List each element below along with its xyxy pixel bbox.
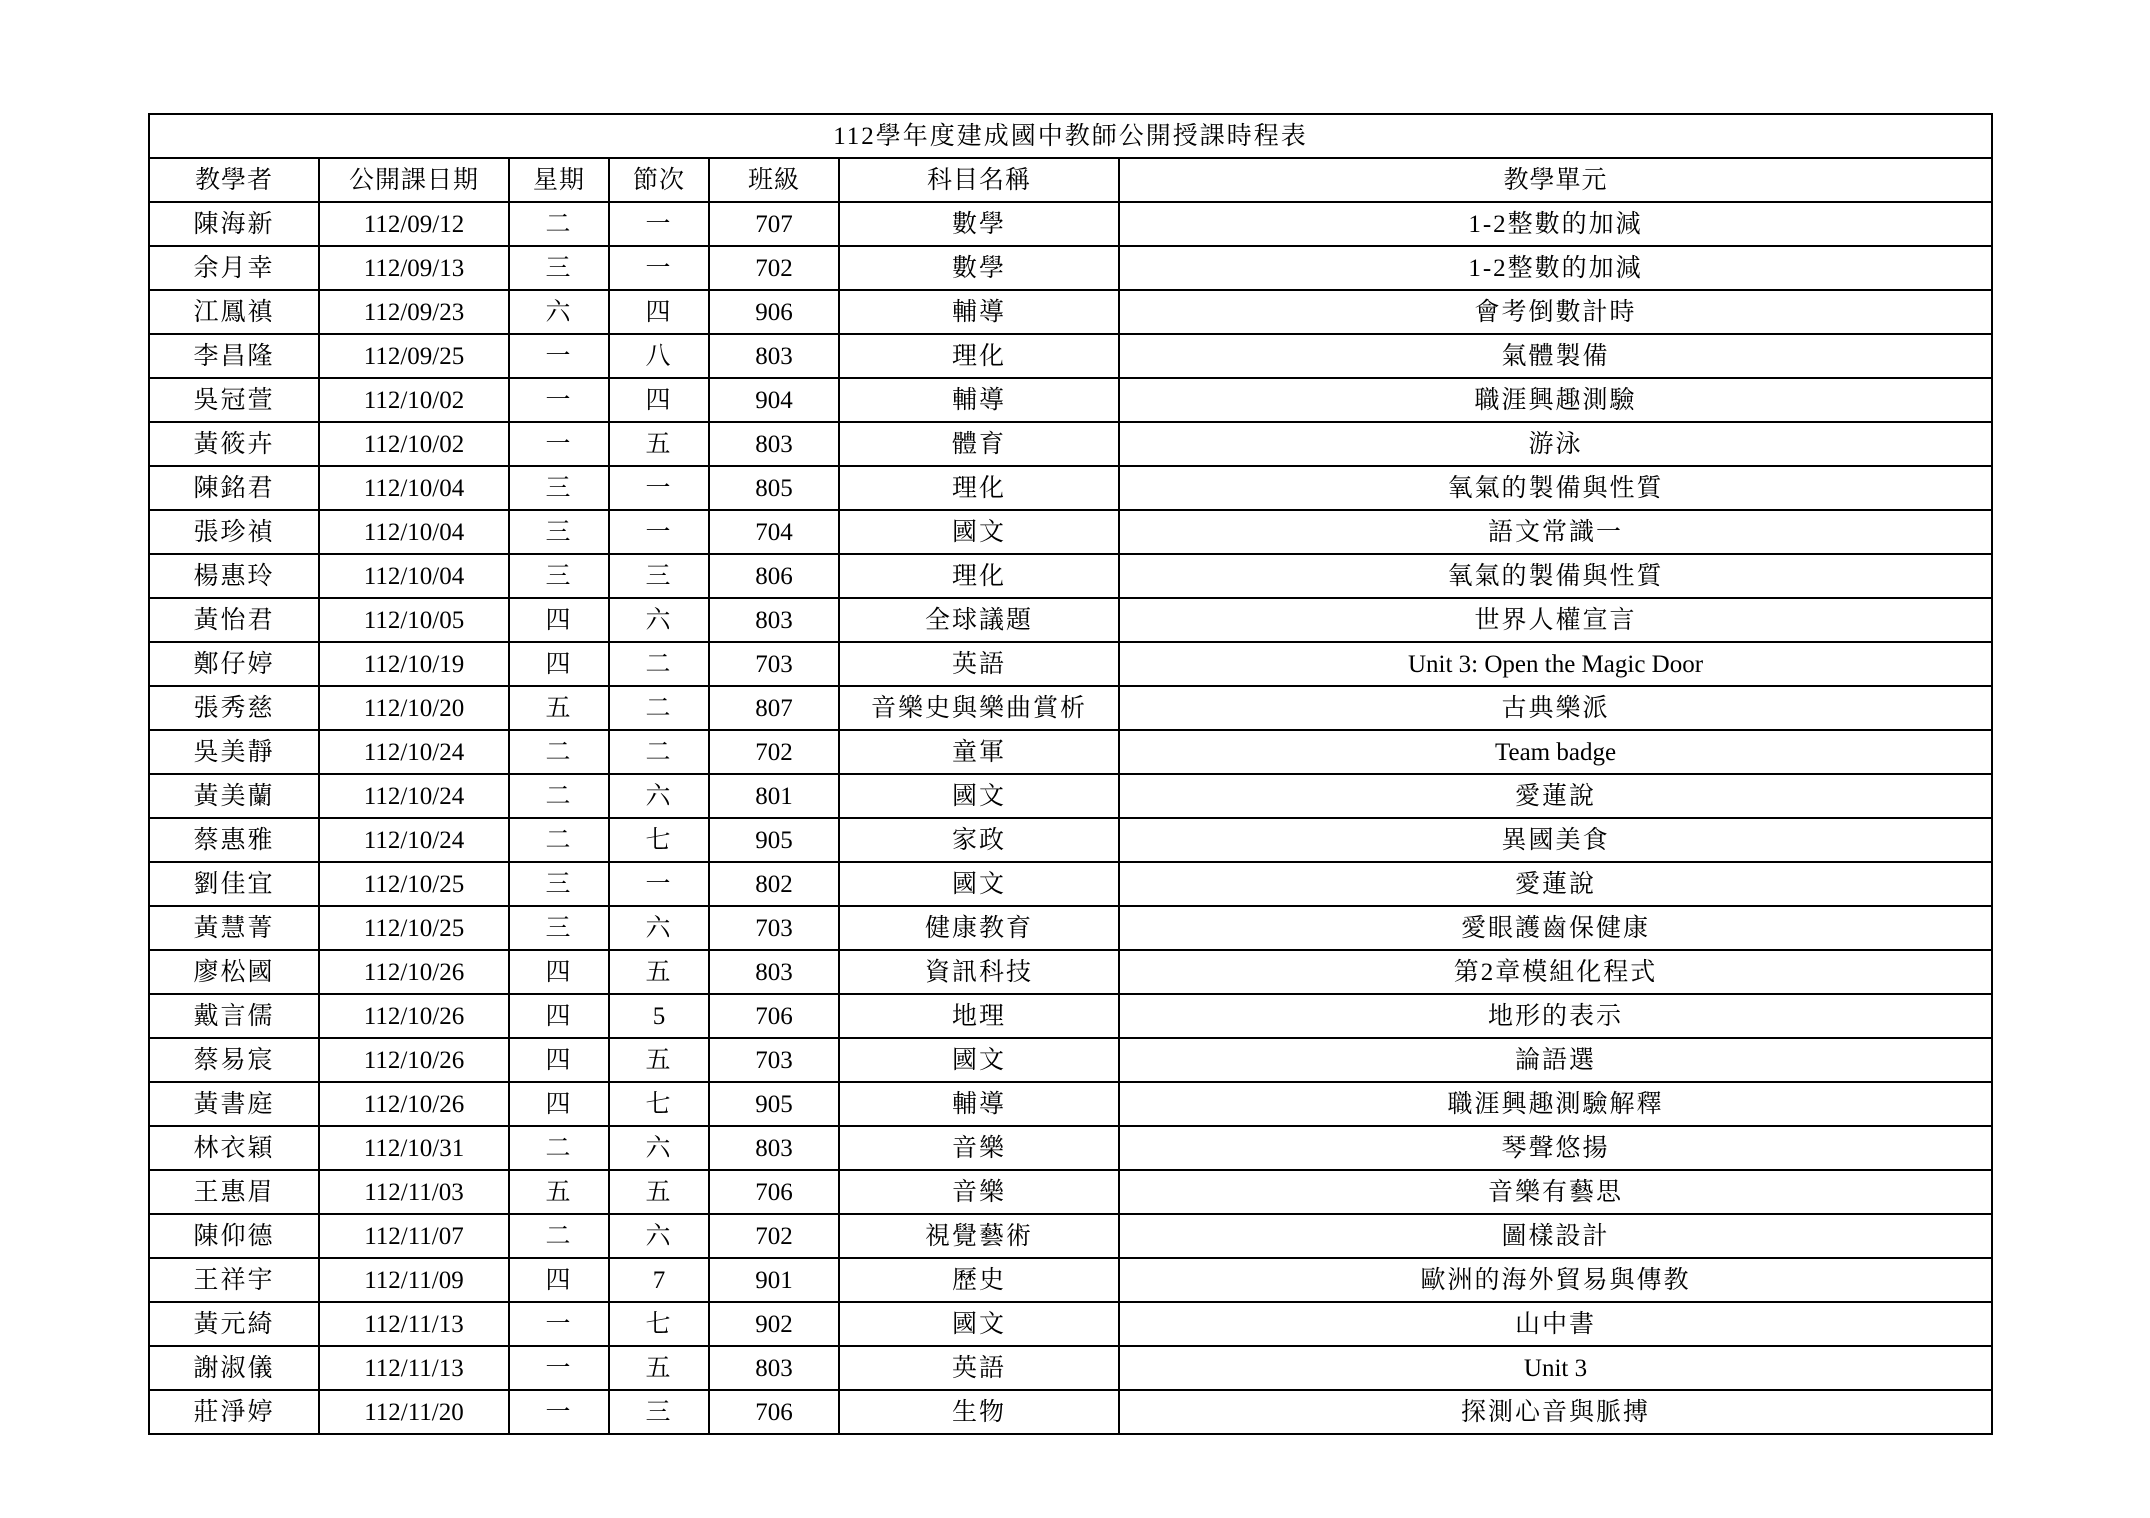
table-row <box>149 598 1992 642</box>
cell-period: 7 <box>609 1258 709 1302</box>
document-title: 112學年度建成國中教師公開授課時程表 <box>149 114 1992 158</box>
cell-unit: 世界人權宣言 <box>1119 598 1992 642</box>
cell-unit: 氧氣的製備與性質 <box>1119 554 1992 598</box>
cell-class: 702 <box>709 1214 839 1258</box>
cell-weekday: 五 <box>509 1170 609 1214</box>
column-header-weekday: 星期 <box>509 158 609 202</box>
cell-unit: 語文常識一 <box>1119 510 1992 554</box>
cell-subject: 輔導 <box>839 290 1119 334</box>
table-title-row <box>149 114 1992 158</box>
cell-date: 112/09/12 <box>319 202 509 246</box>
cell-teacher: 吳美靜 <box>149 730 319 774</box>
cell-class: 805 <box>709 466 839 510</box>
cell-class: 706 <box>709 1170 839 1214</box>
cell-weekday: 四 <box>509 1082 609 1126</box>
table-row <box>149 1346 1992 1390</box>
cell-weekday: 三 <box>509 246 609 290</box>
cell-subject: 英語 <box>839 642 1119 686</box>
cell-weekday: 二 <box>509 730 609 774</box>
cell-date: 112/10/25 <box>319 862 509 906</box>
cell-date: 112/10/26 <box>319 1082 509 1126</box>
cell-date: 112/10/25 <box>319 906 509 950</box>
table-row <box>149 862 1992 906</box>
cell-subject: 童軍 <box>839 730 1119 774</box>
cell-unit: 1-2整數的加減 <box>1119 246 1992 290</box>
cell-subject: 數學 <box>839 246 1119 290</box>
cell-period: 六 <box>609 1126 709 1170</box>
cell-date: 112/11/13 <box>319 1302 509 1346</box>
table-row <box>149 774 1992 818</box>
cell-weekday: 六 <box>509 290 609 334</box>
cell-class: 803 <box>709 1126 839 1170</box>
table-row <box>149 510 1992 554</box>
cell-weekday: 三 <box>509 466 609 510</box>
cell-weekday: 四 <box>509 642 609 686</box>
cell-class: 803 <box>709 334 839 378</box>
column-header-period: 節次 <box>609 158 709 202</box>
cell-weekday: 四 <box>509 1038 609 1082</box>
cell-subject: 理化 <box>839 554 1119 598</box>
cell-unit: 歐洲的海外貿易與傳教 <box>1119 1258 1992 1302</box>
cell-date: 112/10/20 <box>319 686 509 730</box>
cell-subject: 理化 <box>839 334 1119 378</box>
cell-class: 803 <box>709 422 839 466</box>
cell-subject: 輔導 <box>839 1082 1119 1126</box>
cell-teacher: 鄭仔婷 <box>149 642 319 686</box>
cell-date: 112/09/25 <box>319 334 509 378</box>
cell-unit: 地形的表示 <box>1119 994 1992 1038</box>
column-header-class: 班級 <box>709 158 839 202</box>
cell-unit: 山中書 <box>1119 1302 1992 1346</box>
cell-teacher: 林衣穎 <box>149 1126 319 1170</box>
cell-class: 906 <box>709 290 839 334</box>
cell-period: 七 <box>609 818 709 862</box>
cell-class: 704 <box>709 510 839 554</box>
cell-class: 803 <box>709 598 839 642</box>
table-row <box>149 1258 1992 1302</box>
schedule-table-container <box>148 113 1991 1435</box>
cell-date: 112/10/26 <box>319 950 509 994</box>
cell-period: 四 <box>609 290 709 334</box>
cell-unit: 氣體製備 <box>1119 334 1992 378</box>
table-row <box>149 1126 1992 1170</box>
cell-date: 112/10/04 <box>319 510 509 554</box>
cell-date: 112/11/20 <box>319 1390 509 1434</box>
cell-weekday: 二 <box>509 1214 609 1258</box>
cell-unit: 職涯興趣測驗解釋 <box>1119 1082 1992 1126</box>
cell-class: 901 <box>709 1258 839 1302</box>
cell-teacher: 黃慧菁 <box>149 906 319 950</box>
cell-date: 112/10/19 <box>319 642 509 686</box>
cell-date: 112/10/04 <box>319 554 509 598</box>
cell-period: 二 <box>609 686 709 730</box>
cell-teacher: 蔡易宸 <box>149 1038 319 1082</box>
table-row <box>149 334 1992 378</box>
cell-weekday: 三 <box>509 906 609 950</box>
cell-unit: 游泳 <box>1119 422 1992 466</box>
cell-unit: 琴聲悠揚 <box>1119 1126 1992 1170</box>
cell-date: 112/11/13 <box>319 1346 509 1390</box>
cell-teacher: 劉佳宜 <box>149 862 319 906</box>
cell-teacher: 黃書庭 <box>149 1082 319 1126</box>
cell-unit: 會考倒數計時 <box>1119 290 1992 334</box>
cell-teacher: 王惠眉 <box>149 1170 319 1214</box>
cell-period: 七 <box>609 1082 709 1126</box>
cell-date: 112/10/05 <box>319 598 509 642</box>
cell-period: 六 <box>609 906 709 950</box>
column-header-subject: 科目名稱 <box>839 158 1119 202</box>
cell-period: 三 <box>609 554 709 598</box>
cell-teacher: 余月幸 <box>149 246 319 290</box>
cell-date: 112/10/26 <box>319 994 509 1038</box>
cell-unit: 圖樣設計 <box>1119 1214 1992 1258</box>
cell-unit: Team badge <box>1119 730 1992 774</box>
cell-weekday: 三 <box>509 510 609 554</box>
table-row <box>149 1038 1992 1082</box>
cell-weekday: 三 <box>509 862 609 906</box>
cell-period: 五 <box>609 1170 709 1214</box>
cell-class: 802 <box>709 862 839 906</box>
cell-subject: 音樂 <box>839 1126 1119 1170</box>
cell-date: 112/10/26 <box>319 1038 509 1082</box>
cell-weekday: 四 <box>509 994 609 1038</box>
cell-date: 112/10/24 <box>319 730 509 774</box>
cell-weekday: 四 <box>509 950 609 994</box>
cell-period: 六 <box>609 598 709 642</box>
cell-teacher: 楊惠玲 <box>149 554 319 598</box>
public-teaching-schedule-table <box>148 113 1993 1435</box>
table-row <box>149 642 1992 686</box>
column-header-date: 公開課日期 <box>319 158 509 202</box>
cell-period: 五 <box>609 1346 709 1390</box>
cell-unit: 愛蓮說 <box>1119 862 1992 906</box>
cell-date: 112/10/02 <box>319 422 509 466</box>
cell-class: 902 <box>709 1302 839 1346</box>
cell-class: 703 <box>709 642 839 686</box>
cell-teacher: 黃元綺 <box>149 1302 319 1346</box>
cell-period: 五 <box>609 422 709 466</box>
table-row <box>149 1302 1992 1346</box>
cell-class: 803 <box>709 1346 839 1390</box>
cell-weekday: 二 <box>509 1126 609 1170</box>
cell-class: 807 <box>709 686 839 730</box>
table-row <box>149 202 1992 246</box>
cell-period: 五 <box>609 1038 709 1082</box>
cell-teacher: 江鳳禛 <box>149 290 319 334</box>
cell-date: 112/11/09 <box>319 1258 509 1302</box>
table-row <box>149 554 1992 598</box>
cell-teacher: 蔡惠雅 <box>149 818 319 862</box>
cell-weekday: 二 <box>509 202 609 246</box>
cell-subject: 全球議題 <box>839 598 1119 642</box>
table-row <box>149 1390 1992 1434</box>
cell-class: 905 <box>709 1082 839 1126</box>
cell-subject: 輔導 <box>839 378 1119 422</box>
cell-unit: 異國美食 <box>1119 818 1992 862</box>
cell-period: 二 <box>609 642 709 686</box>
cell-class: 706 <box>709 1390 839 1434</box>
cell-date: 112/11/07 <box>319 1214 509 1258</box>
cell-subject: 地理 <box>839 994 1119 1038</box>
cell-period: 三 <box>609 1390 709 1434</box>
cell-period: 八 <box>609 334 709 378</box>
cell-subject: 國文 <box>839 1038 1119 1082</box>
cell-class: 706 <box>709 994 839 1038</box>
cell-unit: 第2章模組化程式 <box>1119 950 1992 994</box>
cell-weekday: 一 <box>509 1302 609 1346</box>
cell-date: 112/11/03 <box>319 1170 509 1214</box>
cell-class: 801 <box>709 774 839 818</box>
cell-subject: 音樂 <box>839 1170 1119 1214</box>
cell-teacher: 陳銘君 <box>149 466 319 510</box>
cell-class: 702 <box>709 730 839 774</box>
cell-unit: 愛眼護齒保健康 <box>1119 906 1992 950</box>
table-row <box>149 378 1992 422</box>
cell-class: 806 <box>709 554 839 598</box>
cell-unit: 愛蓮說 <box>1119 774 1992 818</box>
cell-unit: 古典樂派 <box>1119 686 1992 730</box>
cell-teacher: 黃美蘭 <box>149 774 319 818</box>
table-row <box>149 246 1992 290</box>
cell-weekday: 四 <box>509 1258 609 1302</box>
cell-period: 一 <box>609 510 709 554</box>
table-row <box>149 686 1992 730</box>
cell-weekday: 五 <box>509 686 609 730</box>
cell-weekday: 二 <box>509 774 609 818</box>
cell-teacher: 莊淨婷 <box>149 1390 319 1434</box>
table-row <box>149 950 1992 994</box>
cell-subject: 國文 <box>839 510 1119 554</box>
cell-period: 一 <box>609 246 709 290</box>
table-row <box>149 1170 1992 1214</box>
cell-teacher: 陳仰德 <box>149 1214 319 1258</box>
table-row <box>149 466 1992 510</box>
cell-period: 二 <box>609 730 709 774</box>
cell-unit: 氧氣的製備與性質 <box>1119 466 1992 510</box>
cell-teacher: 王祥宇 <box>149 1258 319 1302</box>
cell-subject: 體育 <box>839 422 1119 466</box>
table-row <box>149 906 1992 950</box>
cell-period: 四 <box>609 378 709 422</box>
cell-teacher: 戴言儒 <box>149 994 319 1038</box>
cell-weekday: 三 <box>509 554 609 598</box>
table-row <box>149 818 1992 862</box>
cell-class: 702 <box>709 246 839 290</box>
cell-subject: 資訊科技 <box>839 950 1119 994</box>
schedule-table-body <box>149 114 1992 1434</box>
cell-unit: Unit 3 <box>1119 1346 1992 1390</box>
cell-teacher: 黃怡君 <box>149 598 319 642</box>
cell-class: 905 <box>709 818 839 862</box>
cell-subject: 國文 <box>839 1302 1119 1346</box>
cell-subject: 國文 <box>839 862 1119 906</box>
table-row <box>149 1082 1992 1126</box>
cell-period: 一 <box>609 202 709 246</box>
cell-period: 七 <box>609 1302 709 1346</box>
cell-weekday: 一 <box>509 1390 609 1434</box>
cell-period: 一 <box>609 862 709 906</box>
cell-class: 803 <box>709 950 839 994</box>
cell-teacher: 張秀慈 <box>149 686 319 730</box>
cell-subject: 英語 <box>839 1346 1119 1390</box>
column-header-teacher: 教學者 <box>149 158 319 202</box>
cell-unit: 探測心音與脈搏 <box>1119 1390 1992 1434</box>
cell-unit: 1-2整數的加減 <box>1119 202 1992 246</box>
cell-subject: 音樂史與樂曲賞析 <box>839 686 1119 730</box>
cell-date: 112/10/02 <box>319 378 509 422</box>
table-row <box>149 290 1992 334</box>
cell-subject: 健康教育 <box>839 906 1119 950</box>
cell-period: 5 <box>609 994 709 1038</box>
cell-period: 一 <box>609 466 709 510</box>
cell-weekday: 一 <box>509 334 609 378</box>
cell-teacher: 張珍禎 <box>149 510 319 554</box>
cell-date: 112/10/24 <box>319 818 509 862</box>
cell-period: 六 <box>609 1214 709 1258</box>
cell-date: 112/10/24 <box>319 774 509 818</box>
cell-date: 112/09/23 <box>319 290 509 334</box>
cell-weekday: 一 <box>509 422 609 466</box>
cell-subject: 數學 <box>839 202 1119 246</box>
cell-unit: 職涯興趣測驗 <box>1119 378 1992 422</box>
table-row <box>149 1214 1992 1258</box>
cell-teacher: 黃筱卉 <box>149 422 319 466</box>
cell-subject: 歷史 <box>839 1258 1119 1302</box>
cell-subject: 視覺藝術 <box>839 1214 1119 1258</box>
cell-unit: 音樂有藝思 <box>1119 1170 1992 1214</box>
table-row <box>149 730 1992 774</box>
cell-weekday: 一 <box>509 378 609 422</box>
cell-teacher: 陳海新 <box>149 202 319 246</box>
column-header-unit: 教學單元 <box>1119 158 1992 202</box>
cell-teacher: 謝淑儀 <box>149 1346 319 1390</box>
cell-class: 707 <box>709 202 839 246</box>
cell-subject: 理化 <box>839 466 1119 510</box>
cell-subject: 生物 <box>839 1390 1119 1434</box>
cell-teacher: 李昌隆 <box>149 334 319 378</box>
cell-date: 112/10/04 <box>319 466 509 510</box>
cell-class: 904 <box>709 378 839 422</box>
cell-date: 112/09/13 <box>319 246 509 290</box>
cell-teacher: 吳冠萱 <box>149 378 319 422</box>
table-header-row <box>149 158 1992 202</box>
cell-class: 703 <box>709 1038 839 1082</box>
cell-date: 112/10/31 <box>319 1126 509 1170</box>
cell-subject: 國文 <box>839 774 1119 818</box>
cell-teacher: 廖松國 <box>149 950 319 994</box>
cell-weekday: 一 <box>509 1346 609 1390</box>
cell-subject: 家政 <box>839 818 1119 862</box>
cell-period: 五 <box>609 950 709 994</box>
cell-weekday: 四 <box>509 598 609 642</box>
cell-unit: Unit 3: Open the Magic Door <box>1119 642 1992 686</box>
cell-class: 703 <box>709 906 839 950</box>
table-row <box>149 994 1992 1038</box>
cell-unit: 論語選 <box>1119 1038 1992 1082</box>
cell-period: 六 <box>609 774 709 818</box>
cell-weekday: 二 <box>509 818 609 862</box>
table-row <box>149 422 1992 466</box>
